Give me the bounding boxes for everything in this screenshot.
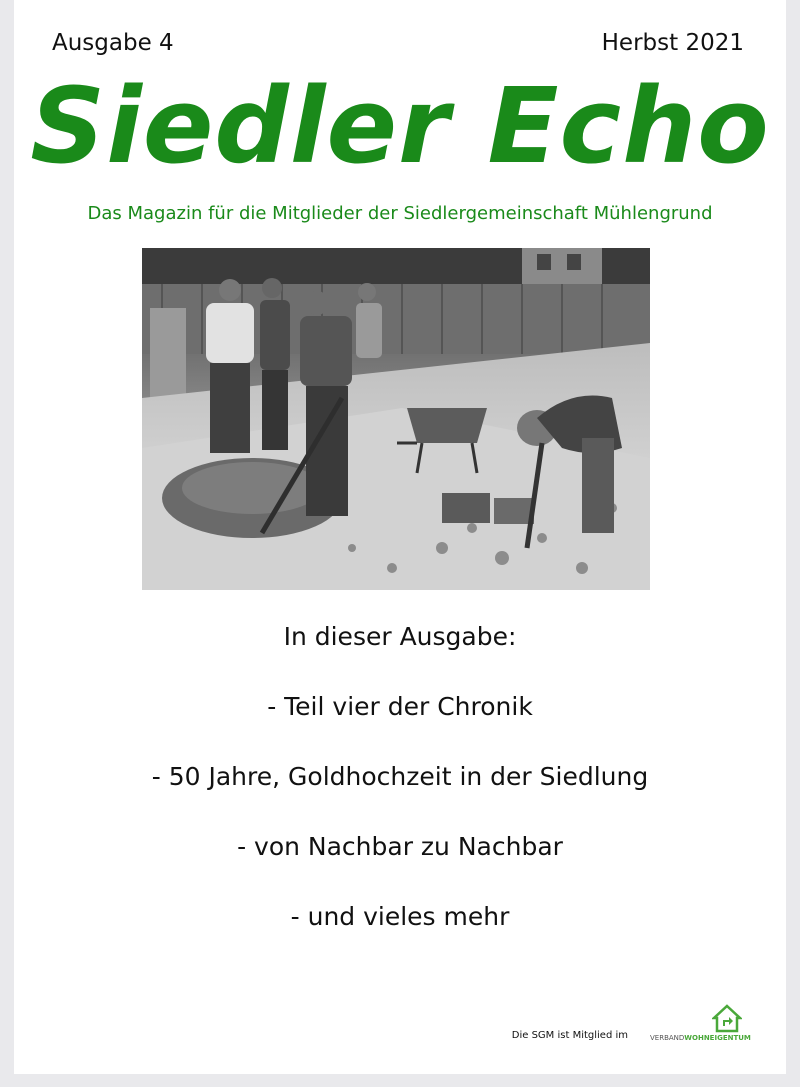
house-icon (712, 1004, 742, 1034)
issue-number: Ausgabe 4 (52, 30, 174, 56)
historic-construction-photo (142, 248, 650, 590)
magazine-cover (14, 0, 786, 1074)
verband-wohneigentum-logo (648, 1004, 758, 1044)
magazine-title: Siedler Echo (30, 65, 770, 187)
issue-season: Herbst 2021 (601, 30, 744, 56)
contents-item: - 50 Jahre, Goldhochzeit in der Siedlung (151, 762, 649, 791)
logo-word-verband: VERBAND (650, 1034, 685, 1042)
contents-heading: In dieser Ausgabe: (283, 622, 517, 651)
magazine-subtitle: Das Magazin für die Mitglieder der Siedlergemeinschaft Mühlengrund (87, 203, 713, 224)
contents-item: - Teil vier der Chronik (267, 692, 533, 721)
contents-item: - und vieles mehr (290, 902, 510, 931)
logo-word-wohneigentum: WOHNEIGENTUM (684, 1034, 751, 1042)
contents-item: - von Nachbar zu Nachbar (237, 832, 563, 861)
membership-note: Die SGM ist Mitglied im (511, 1030, 628, 1041)
table-of-contents (14, 622, 786, 972)
cover-photo (142, 248, 650, 590)
